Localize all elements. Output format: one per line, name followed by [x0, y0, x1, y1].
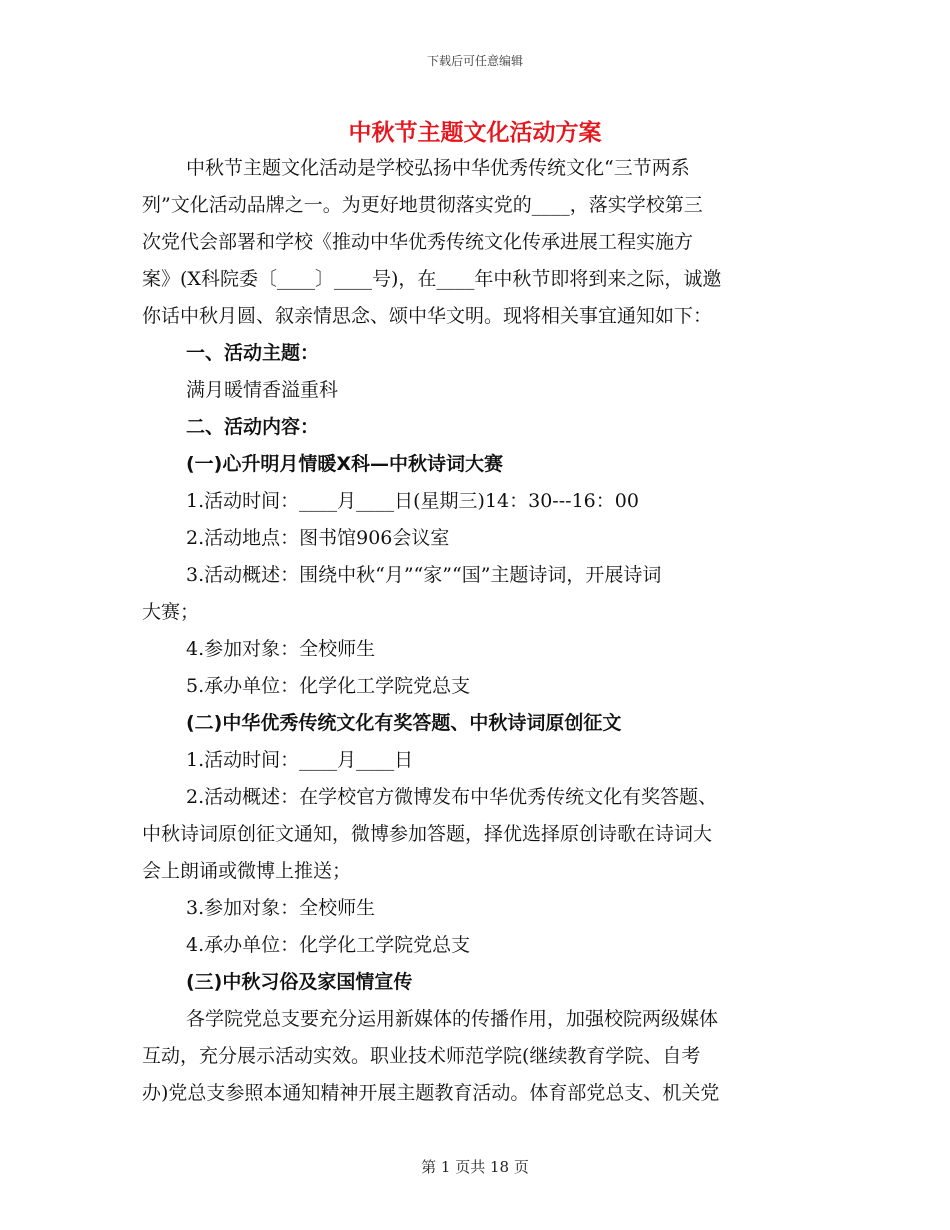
document-title: 中秋节主题文化活动方案 — [348, 120, 602, 146]
paragraph-line: 你话中秋月圆、叙亲情思念、颂中华文明。现将相关事宜通知如下： — [142, 305, 713, 327]
section-heading: (一)心升明月情暖X科—中秋诗词大赛 — [186, 453, 504, 475]
section-heading: 二、活动内容： — [186, 416, 320, 438]
paragraph-line: 5.承办单位：化学化工学院党总支 — [186, 675, 471, 697]
paragraph-line: 案》(X科院委〔____〕____号)，在____年中秋节即将到来之际，诚邀 — [142, 268, 722, 290]
paragraph-line: 2.活动地点：图书馆906会议室 — [186, 527, 450, 549]
paragraph-line: 满月暖情香溢重科 — [186, 379, 339, 401]
paragraph-line: 中秋诗词原创征文通知，微博参加答题，择优选择原创诗歌在诗词大 — [142, 823, 713, 845]
paragraph-line: 1.活动时间：____月____日 — [186, 749, 414, 771]
paragraph-line: 2.活动概述：在学校官方微博发布中华优秀传统文化有奖答题、 — [186, 786, 718, 808]
paragraph-line: 次党代会部署和学校《推动中华优秀传统文化传承进展工程实施方 — [142, 231, 694, 253]
paragraph-line: 大赛； — [142, 601, 200, 623]
section-heading: 一、活动主题： — [186, 342, 320, 364]
paragraph-line: 办)党总支参照本通知精神开展主题教育活动。体育部党总支、机关党 — [142, 1082, 720, 1104]
paragraph-line: 列”文化活动品牌之一。为更好地贯彻落实党的____，落实学校第三 — [142, 194, 703, 216]
page-header: 下载后可任意编辑 — [426, 54, 523, 68]
section-heading: (二)中华优秀传统文化有奖答题、中秋诗词原创征文 — [186, 712, 622, 734]
page-footer: 第 1 页共 18 页 — [421, 1158, 529, 1176]
paragraph-line: 4.承办单位：化学化工学院党总支 — [186, 934, 471, 956]
paragraph-line: 各学院党总支要充分运用新媒体的传播作用，加强校院两级媒体 — [186, 1008, 719, 1030]
paragraph-line: 1.活动时间：____月____日(星期三)14：30---16：00 — [186, 490, 639, 512]
document-body — [142, 150, 810, 1112]
paragraph-line: 互动，充分展示活动实效。职业技术师范学院(继续教育学院、自考 — [142, 1045, 701, 1067]
paragraph-line: 4.参加对象：全校师生 — [186, 638, 376, 660]
paragraph-line: 中秋节主题文化活动是学校弘扬中华优秀传统文化“三节两系 — [186, 157, 690, 179]
section-heading: (三)中秋习俗及家国情宣传 — [186, 971, 413, 993]
paragraph-line: 会上朗诵或微博上推送； — [142, 860, 352, 882]
paragraph-line: 3.活动概述：围绕中秋“月”“家”“国”主题诗词，开展诗词 — [186, 564, 662, 586]
paragraph-line: 3.参加对象：全校师生 — [186, 897, 376, 919]
